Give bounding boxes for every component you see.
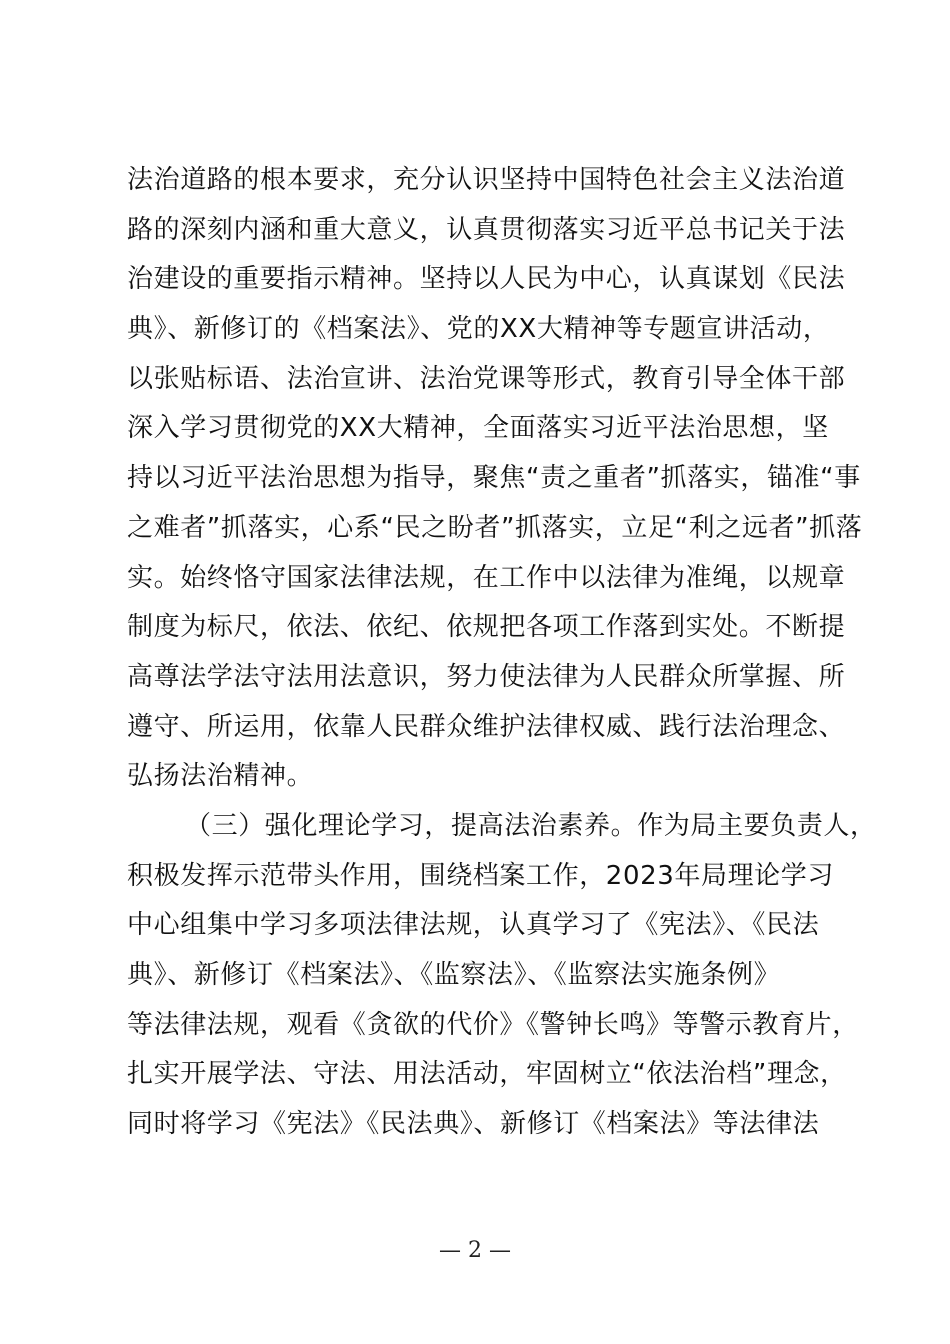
text-line: 典》、新修订《档案法》、《监察法》、《监察法实施条例》 xyxy=(127,960,781,990)
text-line: 遵守、所运用，依靠人民群众维护法律权威、践行法治理念、 xyxy=(127,711,846,742)
text-line: 积极发挥示范带头作用，围绕档案工作，2023年局理论学习 xyxy=(127,860,834,891)
text-line: 治建设的重要指示精神。坚持以人民为中心，认真谋划《民法 xyxy=(127,264,846,295)
page-number: — 2 — xyxy=(439,1238,511,1263)
text-line: 法治道路的根本要求，充分认识坚持中国特色社会主义法治道 xyxy=(127,165,846,195)
text-line: 之难者”抓落实，心系“民之盼者”抓落实，立足“利之远者”抓落 xyxy=(127,512,863,543)
text-line: 典》、新修订的《档案法》、党的XX大精神等专题宣讲活动， xyxy=(127,314,830,345)
text-line: 持以习近平法治思想为指导，聚焦“责之重者”抓落实，锚准“事 xyxy=(127,463,861,494)
text-line: 实。始终恪守国家法律法规，在工作中以法律为准绳，以规章 xyxy=(127,562,846,593)
text-line: 弘扬法治精神。 xyxy=(127,761,314,792)
text-line: 制度为标尺，依法、依纪、依规把各项工作落到实处。不断提 xyxy=(127,612,846,643)
text-line: 以张贴标语、法治宣讲、法治党课等形式，教育引导全体干部 xyxy=(127,363,846,394)
body-text xyxy=(127,156,877,1150)
text-line: 路的深刻内涵和重大意义，认真贯彻落实习近平总书记关于法 xyxy=(127,214,846,245)
text-line: 中心组集中学习多项法律法规，认真学习了《宪法》、《民法 xyxy=(127,910,820,941)
text-line: 扎实开展学法、守法、用法活动，牢固树立“依法治档”理念， xyxy=(127,1059,847,1090)
text-line: 高尊法学法守法用法意识，努力使法律为人民群众所掌握、所 xyxy=(127,661,846,692)
text-line: 等法律法规，观看《贪欲的代价》《警钟长鸣》等警示教育片， xyxy=(127,1009,859,1040)
section-heading-line: （三）强化理论学习，提高法治素养。作为局主要负责人， xyxy=(185,810,877,841)
text-line: 同时将学习《宪法》《民法典》、新修订《档案法》等法律法 xyxy=(127,1109,820,1140)
text-line: 深入学习贯彻党的XX大精神，全面落实习近平法治思想，坚 xyxy=(127,413,829,444)
